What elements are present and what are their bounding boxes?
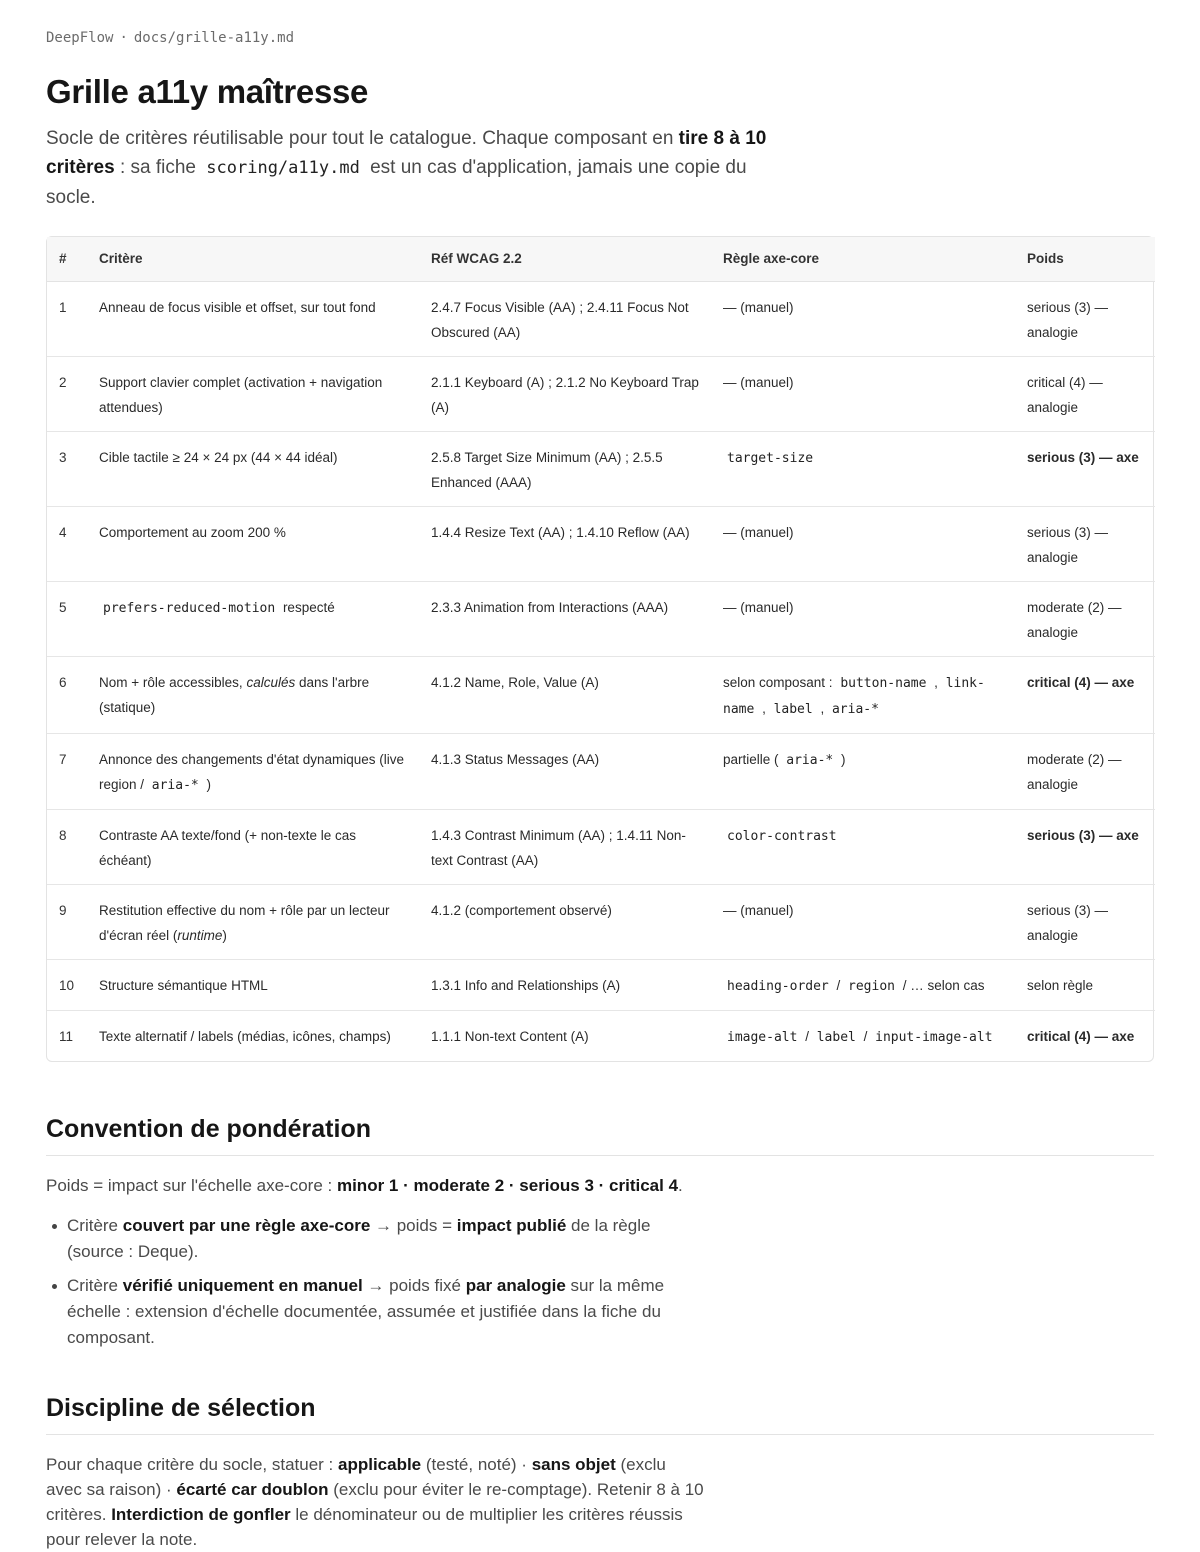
criterion-text: dans l'arbre (statique) (99, 674, 370, 715)
axe-prefix: selon composant : (723, 674, 837, 690)
list-item (46, 1273, 711, 1351)
selection-text: (exclu pour éviter le re-comptage). Retenir 8 à 10 critères. (46, 1479, 704, 1524)
selection-text: (exclu avec sa raison) · (46, 1454, 666, 1499)
row-weight: serious (3) — analogie (1015, 281, 1155, 356)
row-num: 7 (47, 733, 87, 809)
criterion-text: ) (202, 776, 211, 792)
header-num: # (47, 237, 87, 281)
header-criterion: Critère (87, 237, 419, 281)
axe-rule-code: region (848, 978, 895, 994)
row-weight: serious (3) — analogie (1015, 506, 1155, 581)
list-text: → poids = (370, 1215, 457, 1235)
weights-scale: minor 1 · moderate 2 · serious 3 · critical 4 (336, 1175, 679, 1195)
row-criterion: Anneau de focus visible et offset, sur tout fond (87, 281, 419, 356)
list-bold: impact publié (456, 1215, 567, 1235)
row-weight: serious (3) — axe (1015, 809, 1155, 884)
table-row (47, 281, 1155, 356)
list-bold: couvert par une règle axe-core (122, 1215, 371, 1235)
row-num: 4 (47, 506, 87, 581)
row-criterion (87, 656, 419, 733)
axe-rule-code: link-name (723, 675, 985, 717)
criterion-text: Nom + rôle accessibles, (99, 674, 247, 690)
weights-text: . (678, 1175, 683, 1195)
row-criterion: Contraste AA texte/fond (+ non-texte le cas échéant) (87, 809, 419, 884)
header-wcag: Réf WCAG 2.2 (419, 237, 711, 281)
selection-text: (testé, noté) · (421, 1454, 532, 1474)
intro-text: est un cas d'application, jamais une copie du socle. (46, 157, 747, 208)
row-wcag: 2.1.1 Keyboard (A) ; 2.1.2 No Keyboard Trap (A) (419, 356, 711, 431)
section-heading-selection: Discipline de sélection (46, 1391, 1154, 1435)
row-num: 8 (47, 809, 87, 884)
table-header-row (47, 237, 1155, 281)
weights-list (46, 1213, 711, 1351)
row-weight: critical (4) — axe (1027, 1028, 1135, 1044)
row-num: 9 (47, 884, 87, 959)
axe-separator: / (801, 1028, 813, 1044)
row-weight: moderate (2) — analogie (1015, 581, 1155, 656)
row-wcag: 1.1.1 Non-text Content (A) (431, 1028, 589, 1044)
axe-rule-code: input-image-alt (875, 1029, 993, 1045)
intro-text: Socle de critères réutilisable pour tout le catalogue. Chaque composant en (46, 128, 679, 149)
axe-suffix: / … selon cas (898, 977, 985, 993)
row-axe: — (manuel) (711, 356, 1015, 431)
weights-text: Poids = impact sur l'échelle axe-core : (46, 1175, 337, 1195)
axe-separator: , (758, 700, 770, 716)
row-axe (711, 809, 1015, 884)
row-num: 2 (47, 356, 87, 431)
row-criterion: Support clavier complet (activation + navigation attendues) (87, 356, 419, 431)
row-criterion: Texte alternatif / labels (médias, icônes, champs) (99, 1028, 391, 1044)
row-axe (711, 959, 1015, 1010)
header-axe: Règle axe-core (711, 237, 1015, 281)
table-row (47, 809, 1155, 884)
axe-rule-code: heading-order (727, 978, 829, 994)
row-axe: — (manuel) (711, 581, 1015, 656)
row-weight: serious (3) — axe (1015, 431, 1155, 506)
criterion-text: respecté (279, 599, 335, 615)
axe-prefix: partielle ( (723, 751, 783, 767)
table-row (47, 581, 1155, 656)
selection-paragraph (46, 1452, 706, 1552)
criterion-code: aria-* (151, 777, 199, 793)
row-num: 5 (47, 581, 87, 656)
selection-bold: Interdiction de gonfler (111, 1504, 291, 1524)
list-bold: par analogie (465, 1275, 566, 1295)
row-weight: critical (4) — axe (1015, 656, 1155, 733)
intro-bold: tire 8 à 10 critères (46, 128, 767, 178)
axe-rule-code: label (773, 701, 813, 717)
axe-separator: , (816, 700, 828, 716)
axe-rule-code: aria-* (831, 701, 879, 717)
row-wcag: 1.4.3 Contrast Minimum (AA) ; 1.4.11 Non-text Contrast (AA) (419, 809, 711, 884)
breadcrumb-app[interactable]: DeepFlow (46, 30, 114, 46)
page-title: Grille a11y maîtresse (46, 73, 369, 110)
weights-paragraph (46, 1173, 706, 1198)
row-criterion: Cible tactile ≥ 24 × 24 px (44 × 44 idéal) (87, 431, 419, 506)
row-weight: serious (3) — analogie (1015, 884, 1155, 959)
row-wcag: 2.3.3 Animation from Interactions (AAA) (419, 581, 711, 656)
row-num: 1 (47, 281, 87, 356)
list-item (46, 1213, 711, 1265)
breadcrumb-path[interactable]: docs/grille-a11y.md (133, 30, 295, 46)
list-bold: vérifié uniquement en manuel (122, 1275, 363, 1295)
row-weight: selon règle (1015, 959, 1155, 1010)
header-weight: Poids (1015, 237, 1155, 281)
table-row (47, 1010, 1155, 1061)
row-axe: — (manuel) (711, 506, 1015, 581)
row-criterion: Comportement au zoom 200 % (87, 506, 419, 581)
criterion-emphasis: calculés (246, 674, 296, 690)
intro-text: : sa fiche (114, 157, 202, 178)
list-text: de la règle (source : Deque). (67, 1215, 651, 1261)
row-weight: critical (4) — analogie (1015, 356, 1155, 431)
row-num: 6 (47, 656, 87, 733)
axe-separator: , (930, 674, 942, 690)
row-criterion (87, 733, 419, 809)
axe-suffix: ) (837, 751, 846, 767)
breadcrumb (46, 28, 1154, 48)
selection-text: le dénominateur ou de multiplier les critères réussis pour relever la note. (46, 1504, 683, 1549)
row-axe (711, 733, 1015, 809)
table-row (47, 959, 1155, 1010)
table-row (47, 431, 1155, 506)
criterion-code: prefers-reduced-motion (103, 600, 276, 616)
criterion-emphasis: runtime (177, 927, 223, 943)
row-axe (711, 1010, 1015, 1061)
row-wcag: 1.4.4 Resize Text (AA) ; 1.4.10 Reflow (AA) (419, 506, 711, 581)
axe-rule-code: label (816, 1029, 856, 1045)
breadcrumb-separator: · (119, 30, 128, 46)
table-row (47, 656, 1155, 733)
row-wcag: 2.4.7 Focus Visible (AA) ; 2.4.11 Focus Not Obscured (AA) (419, 281, 711, 356)
row-criterion: Structure sémantique HTML (87, 959, 419, 1010)
axe-rule-code: aria-* (786, 752, 834, 768)
section-heading-weights: Convention de pondération (46, 1112, 1154, 1156)
row-num: 11 (59, 1028, 74, 1044)
row-num: 10 (47, 959, 87, 1010)
table-row (47, 733, 1155, 809)
row-axe: — (manuel) (711, 884, 1015, 959)
row-criterion (87, 884, 419, 959)
selection-bold: écarté car doublon (176, 1479, 329, 1499)
row-wcag: 1.3.1 Info and Relationships (A) (419, 959, 711, 1010)
row-axe (711, 656, 1015, 733)
criterion-text: Restitution effective du nom + rôle par un lecteur d'écran réel ( (99, 902, 390, 943)
criterion-text: ) (222, 927, 227, 943)
axe-rule-code: color-contrast (727, 828, 837, 844)
criteria-table (46, 236, 1154, 1062)
axe-separator: / (832, 977, 845, 993)
intro-code: scoring/a11y.md (206, 158, 360, 178)
row-wcag: 4.1.2 (comportement observé) (419, 884, 711, 959)
selection-text: Pour chaque critère du socle, statuer : (46, 1454, 338, 1474)
list-text: Critère (67, 1275, 123, 1295)
selection-bold: applicable (338, 1454, 422, 1474)
intro-paragraph (46, 124, 776, 212)
row-wcag: 2.5.8 Target Size Minimum (AA) ; 2.5.5 Enhanced (AAA) (419, 431, 711, 506)
axe-rule-code: image-alt (727, 1029, 798, 1045)
row-axe (711, 431, 1015, 506)
row-criterion (87, 581, 419, 656)
table-row (47, 356, 1155, 431)
axe-rule-code: target-size (727, 450, 814, 466)
row-num: 3 (47, 431, 87, 506)
axe-rule-code: button-name (840, 675, 927, 691)
row-wcag: 4.1.3 Status Messages (AA) (419, 733, 711, 809)
row-weight: moderate (2) — analogie (1015, 733, 1155, 809)
table-row (47, 884, 1155, 959)
list-text: → poids fixé (362, 1275, 466, 1295)
criterion-text: Annonce des changements d'état dynamiques (live region / (99, 751, 405, 792)
row-axe: — (manuel) (711, 281, 1015, 356)
list-text: sur la même échelle : extension d'échelle documentée, assumée et justifiée dans la fiche du composant. (67, 1275, 665, 1347)
row-wcag: 4.1.2 Name, Role, Value (A) (419, 656, 711, 733)
selection-bold: sans objet (531, 1454, 616, 1474)
axe-separator: / (859, 1028, 872, 1044)
table-row (47, 506, 1155, 581)
list-text: Critère (67, 1215, 123, 1235)
